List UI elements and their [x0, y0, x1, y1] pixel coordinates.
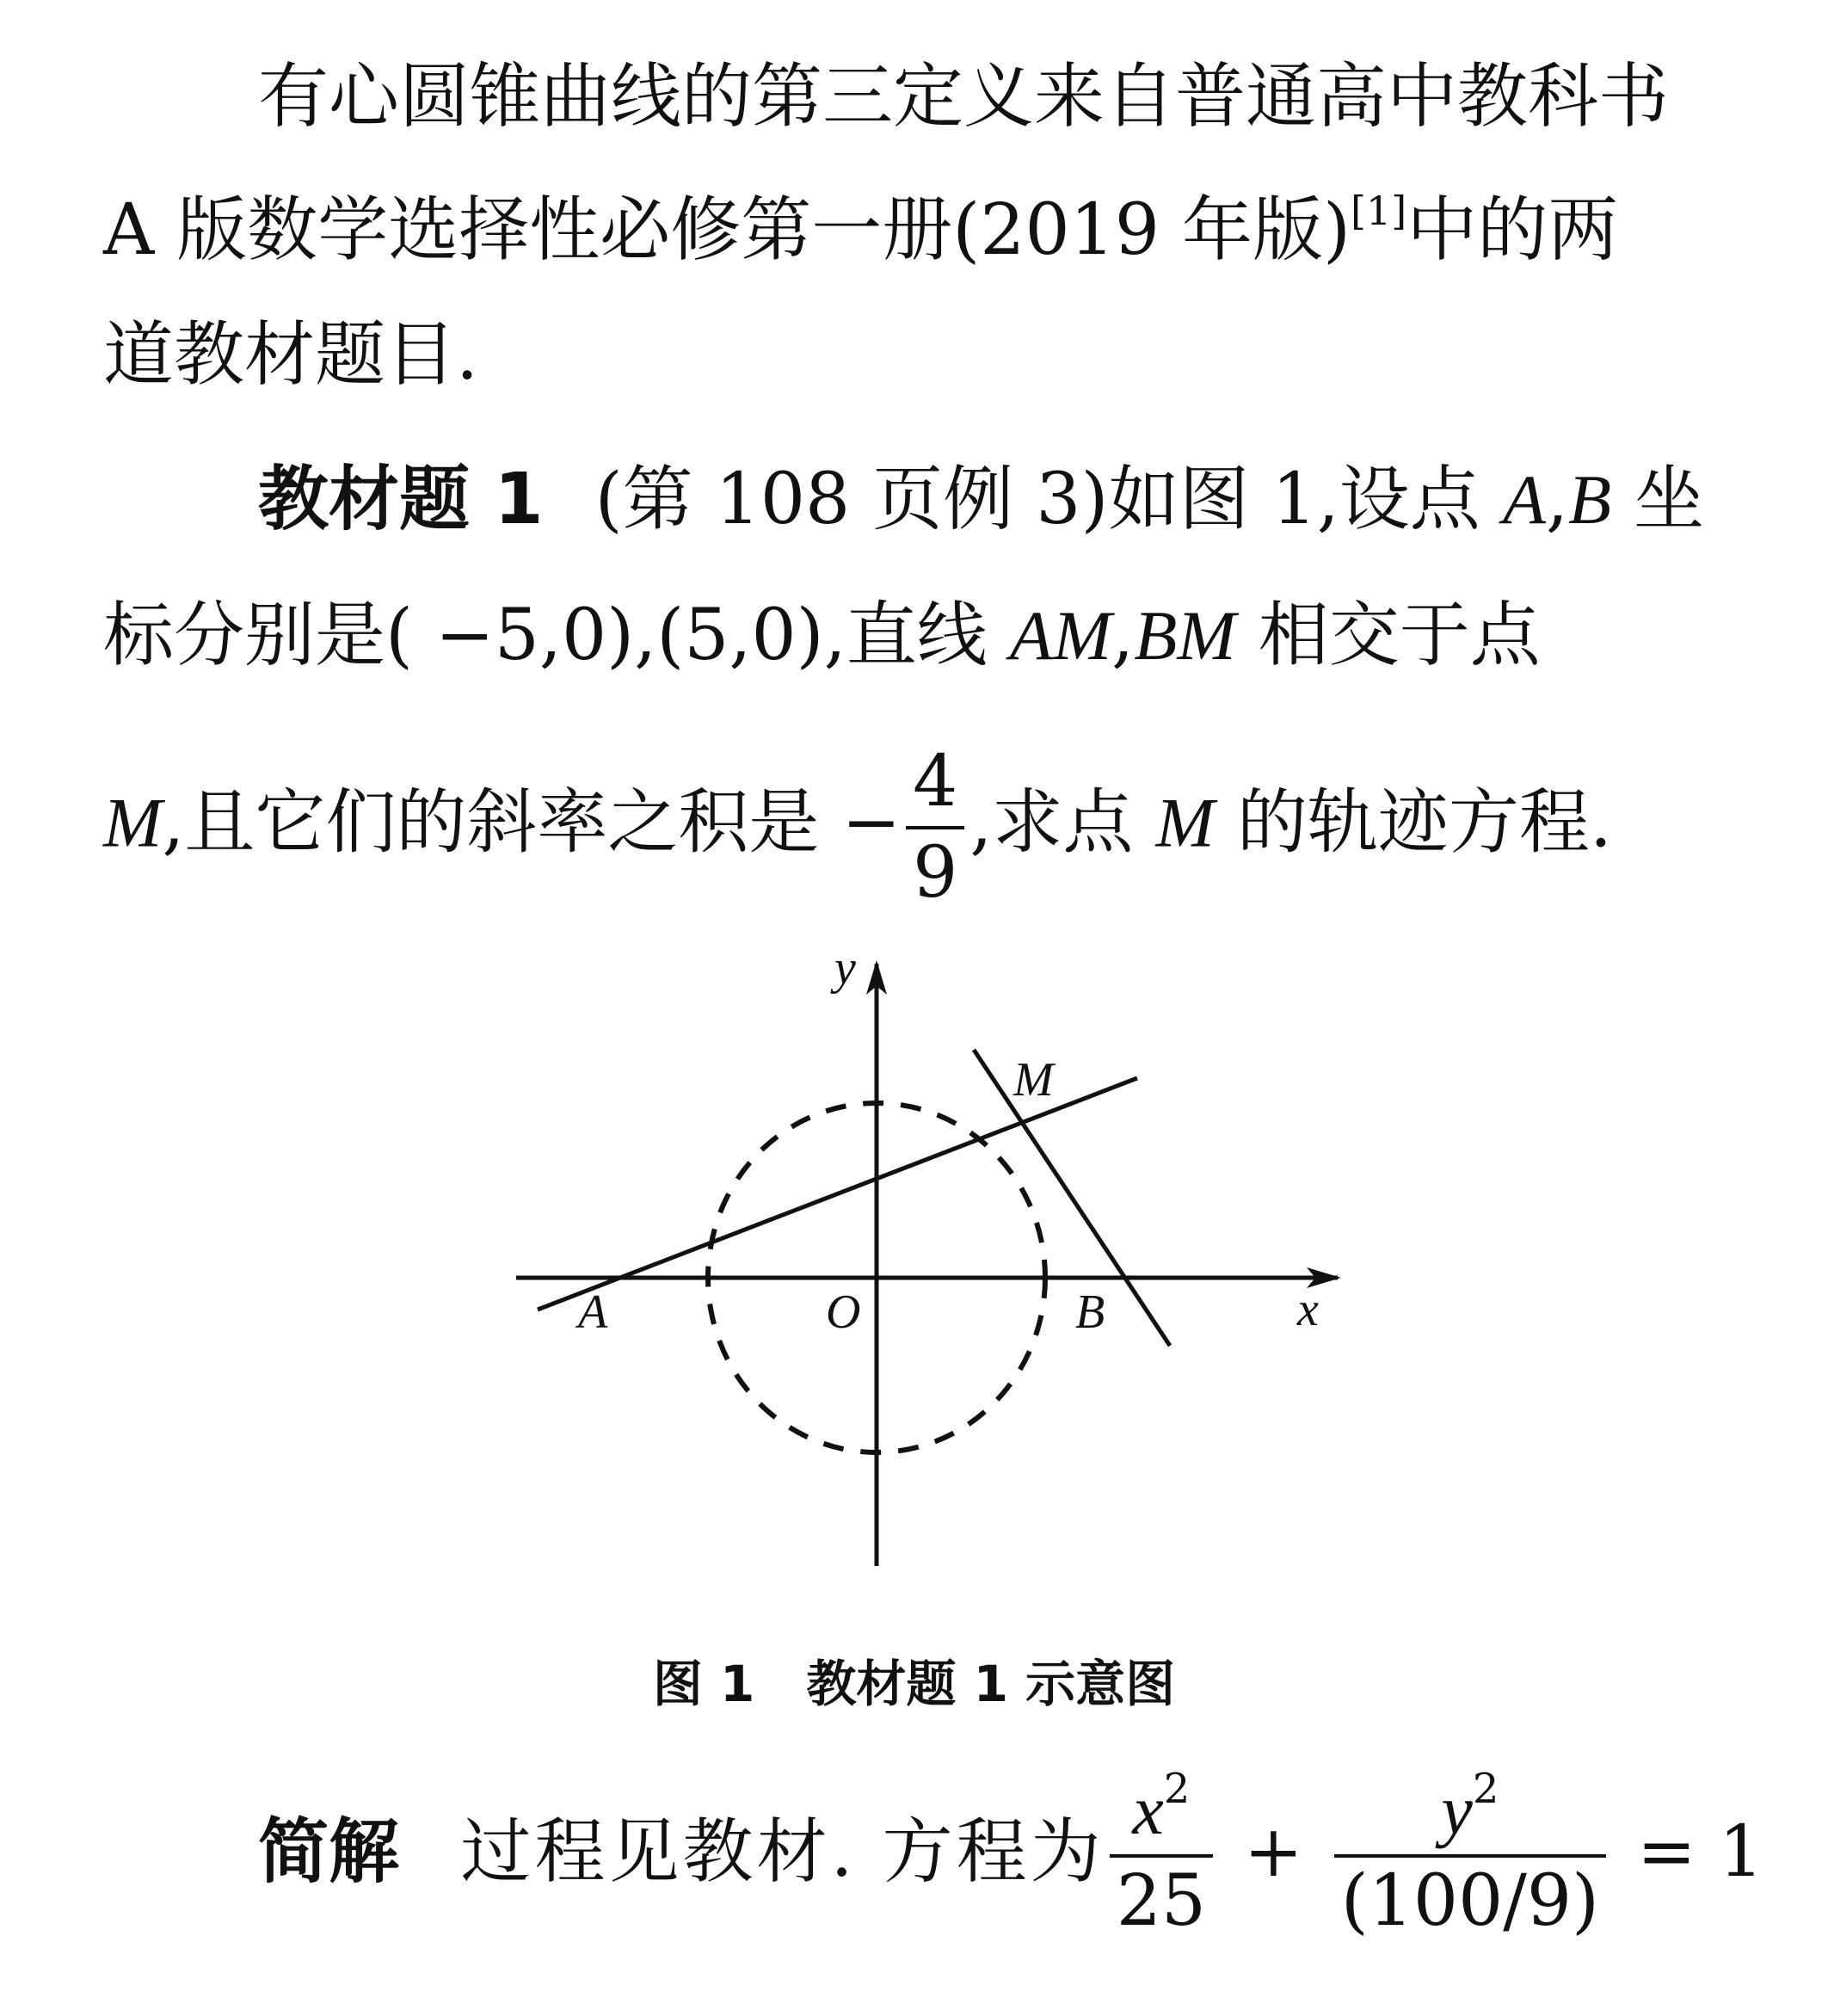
solution-label: 简解 [258, 1811, 400, 1893]
y-axis-label: y [834, 941, 856, 995]
caption-figure-number: 图 1 [652, 1655, 755, 1713]
caption-title: 教材题 1 示意图 [806, 1655, 1176, 1713]
fraction-denominator: 9 [913, 832, 958, 914]
para1-line1 [258, 56, 1763, 138]
reference-marker[interactable]: [1] [1351, 188, 1407, 234]
fraction-bar [1334, 1854, 1606, 1858]
y-variable: y [1441, 1771, 1473, 1849]
problem-line1-text-a: (第 108 页例 3)如图 1,设点 [594, 459, 1503, 540]
para1-line2-text-b: 中的两 [1406, 189, 1619, 271]
problem-line3-text-b: ,求点 [969, 781, 1156, 864]
para1-line3 [103, 314, 1763, 396]
problem-line2-text-b: 相交于点 [1235, 595, 1541, 676]
fraction-bar [1110, 1854, 1213, 1858]
line-bm [974, 1050, 1170, 1346]
y-term-numerator [1434, 1765, 1505, 1849]
problem-line3-text-c: 的轨迹方程. [1214, 781, 1612, 864]
x-term-numerator [1125, 1765, 1197, 1849]
ellipse-diagram [490, 934, 1351, 1588]
label-a: A [578, 1285, 608, 1339]
problem-line2-text-a: 标分别是( −5,0),(5,0),直线 [103, 595, 1010, 676]
point-b-label: B [1568, 460, 1612, 539]
y-term-fraction [1334, 1765, 1606, 1942]
para1-line2-text-a: A 版数学选择性必修第一册(2019 年版) [103, 189, 1351, 271]
fraction-bar [906, 826, 964, 829]
plus-sign: + [1244, 1811, 1303, 1893]
fraction-numerator: 4 [913, 741, 958, 823]
solution-text: 过程见教材. 方程为 [460, 1811, 1105, 1893]
x-variable: x [1132, 1771, 1164, 1849]
x-axis-label: x [1297, 1283, 1319, 1336]
slope-product-fraction [906, 741, 964, 914]
problem-line3 [103, 741, 1763, 914]
solution-line [258, 1765, 1763, 1942]
para1-line2 [103, 188, 1763, 271]
para1-line3-text: 道教材题目. [103, 314, 479, 396]
para1-line1-text: 有心圆锥曲线的第三定义来自普通高中教科书 [258, 56, 1670, 138]
label-b: B [1075, 1285, 1105, 1339]
label-m: M [1013, 1053, 1054, 1107]
x-term-fraction [1110, 1765, 1213, 1942]
figure-1 [490, 934, 1351, 1588]
problem-line1 [258, 459, 1763, 540]
problem-line1-text-b: 坐 [1611, 459, 1705, 540]
equals-one: = 1 [1637, 1811, 1763, 1893]
problem-label: 教材题 1 [258, 459, 544, 540]
comma: , [1111, 595, 1135, 676]
y-exponent: 2 [1472, 1765, 1499, 1813]
point-m-label: M [103, 783, 163, 862]
problem-line2 [103, 595, 1763, 676]
label-o: O [826, 1285, 861, 1339]
line-am-label: AM [1009, 596, 1112, 675]
problem-line3-text-a: ,且它们的斜率之积是 − [162, 781, 902, 864]
line-bm-label: BM [1134, 596, 1236, 675]
x-term-denominator: 25 [1116, 1860, 1207, 1942]
x-exponent: 2 [1163, 1765, 1191, 1813]
point-a-label: A [1502, 460, 1546, 539]
comma: , [1545, 459, 1569, 540]
figure-caption [0, 1655, 1828, 1713]
point-m-label-2: M [1155, 783, 1215, 862]
y-term-denominator: (100/9) [1340, 1860, 1600, 1942]
